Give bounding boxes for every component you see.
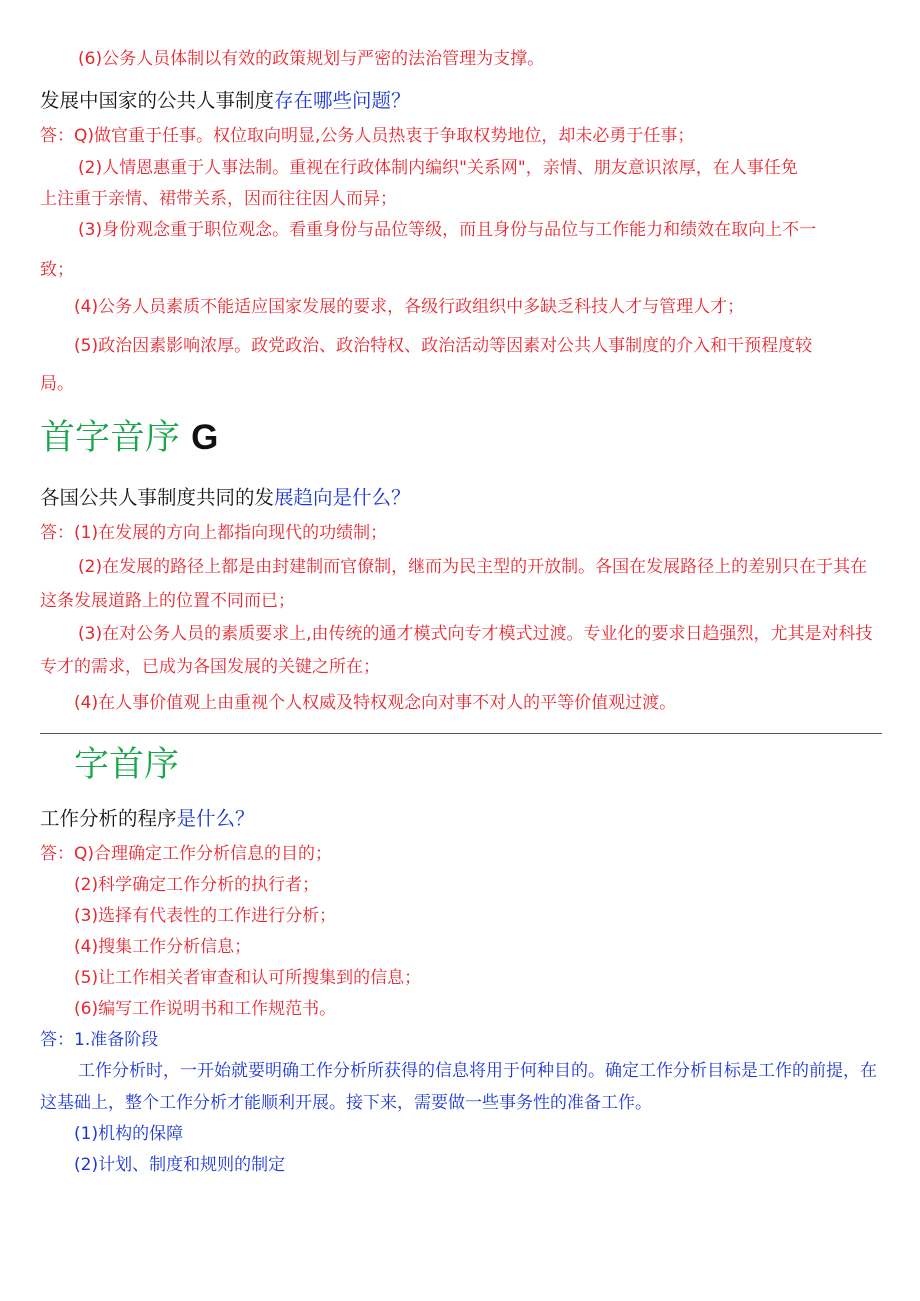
- question-text: 发展中国家的公共人事制度: [40, 89, 275, 112]
- answer-line: 这条发展道路上的位置不同而已；: [40, 591, 295, 611]
- question-text: 各国公共人事制度共同的发: [40, 486, 275, 509]
- section-heading: 字首序: [74, 745, 180, 785]
- answer-line: (2)人情恩惠重于人事法制。重视在行政体制内编织"关系网"，亲情、朋友意识浓厚，在人事任免: [78, 158, 798, 178]
- answer-line: (4)在人事价值观上由重视个人权威及特权观念向对事不对人的平等价值观过渡。: [74, 693, 677, 713]
- answer-line: 答：Q)合理确定工作分析信息的目的；: [40, 844, 333, 864]
- answer-line: (5)让工作相关者审查和认可所搜集到的信息；: [74, 968, 422, 988]
- answer-line: 专才的需求，已成为各国发展的关键之所在；: [40, 657, 380, 677]
- question-text-highlight: 存在哪些问题？: [274, 89, 411, 112]
- answer-line: (2)计划、制度和规则的制定: [74, 1155, 286, 1175]
- answer-line: 工作分析时，一开始就要明确工作分析所获得的信息将用于何种目的。确定工作分析目标是工作的前提，在: [78, 1061, 877, 1081]
- answer-line-6: (6)公务人员体制以有效的政策规划与严密的法治管理为支撑。: [78, 49, 545, 69]
- question-text: 工作分析的程序: [40, 807, 177, 830]
- answer-line: (3)在对公务人员的素质要求上,由传统的通才模式向专才模式过渡。专业化的要求日趋强烈，尤其是对科技: [78, 624, 873, 644]
- section-letter: G: [191, 418, 219, 457]
- question-text-highlight: 展趋向是什么？: [274, 486, 411, 509]
- answer-line: 答：(1)在发展的方向上都指向现代的功绩制；: [40, 523, 388, 543]
- question-title: [40, 88, 411, 114]
- answer-line: (6)编写工作说明书和工作规范书。: [74, 999, 337, 1019]
- answer-line: 答：1.准备阶段: [40, 1030, 159, 1050]
- answer-line: 这基础上，整个工作分析才能顺利开展。接下来，需要做一些事务性的准备工作。: [40, 1093, 652, 1113]
- answer-line: (3)身份观念重于职位观念。看重身份与品位等级，而且身份与品位与工作能力和绩效在取向上不一: [78, 220, 817, 240]
- section-heading-text: 首字音序: [40, 418, 181, 458]
- divider: [40, 733, 882, 734]
- answer-line: (2)科学确定工作分析的执行者；: [74, 875, 320, 895]
- answer-line: 致；: [40, 260, 74, 280]
- answer-line: (1)机构的保障: [74, 1124, 184, 1144]
- answer-line: (5)政治因素影响浓厚。政党政治、政治特权、政治活动等因素对公共人事制度的介入和干预程度较: [74, 336, 813, 356]
- answer-line: (2)在发展的路径上都是由封建制而官僚制，继而为民主型的开放制。各国在发展路径上的差别只在于其在: [78, 557, 868, 577]
- question-text-highlight: 是什么？: [176, 807, 255, 830]
- question-title: [40, 485, 411, 511]
- answer-line: 答：Q)做官重于任事。权位取向明显,公务人员热衷于争取权势地位，却未必勇于任事；: [40, 126, 695, 146]
- answer-line: (4)搜集工作分析信息；: [74, 937, 252, 957]
- answer-line: (4)公务人员素质不能适应国家发展的要求，各级行政组织中多缺乏科技人才与管理人才；: [74, 297, 745, 317]
- question-title: [40, 806, 255, 832]
- section-heading: [40, 418, 218, 458]
- answer-line: 上注重于亲情、裙带关系，因而往往因人而异；: [40, 189, 397, 209]
- answer-line: 局。: [40, 374, 74, 394]
- answer-line: (3)选择有代表性的工作进行分析；: [74, 906, 337, 926]
